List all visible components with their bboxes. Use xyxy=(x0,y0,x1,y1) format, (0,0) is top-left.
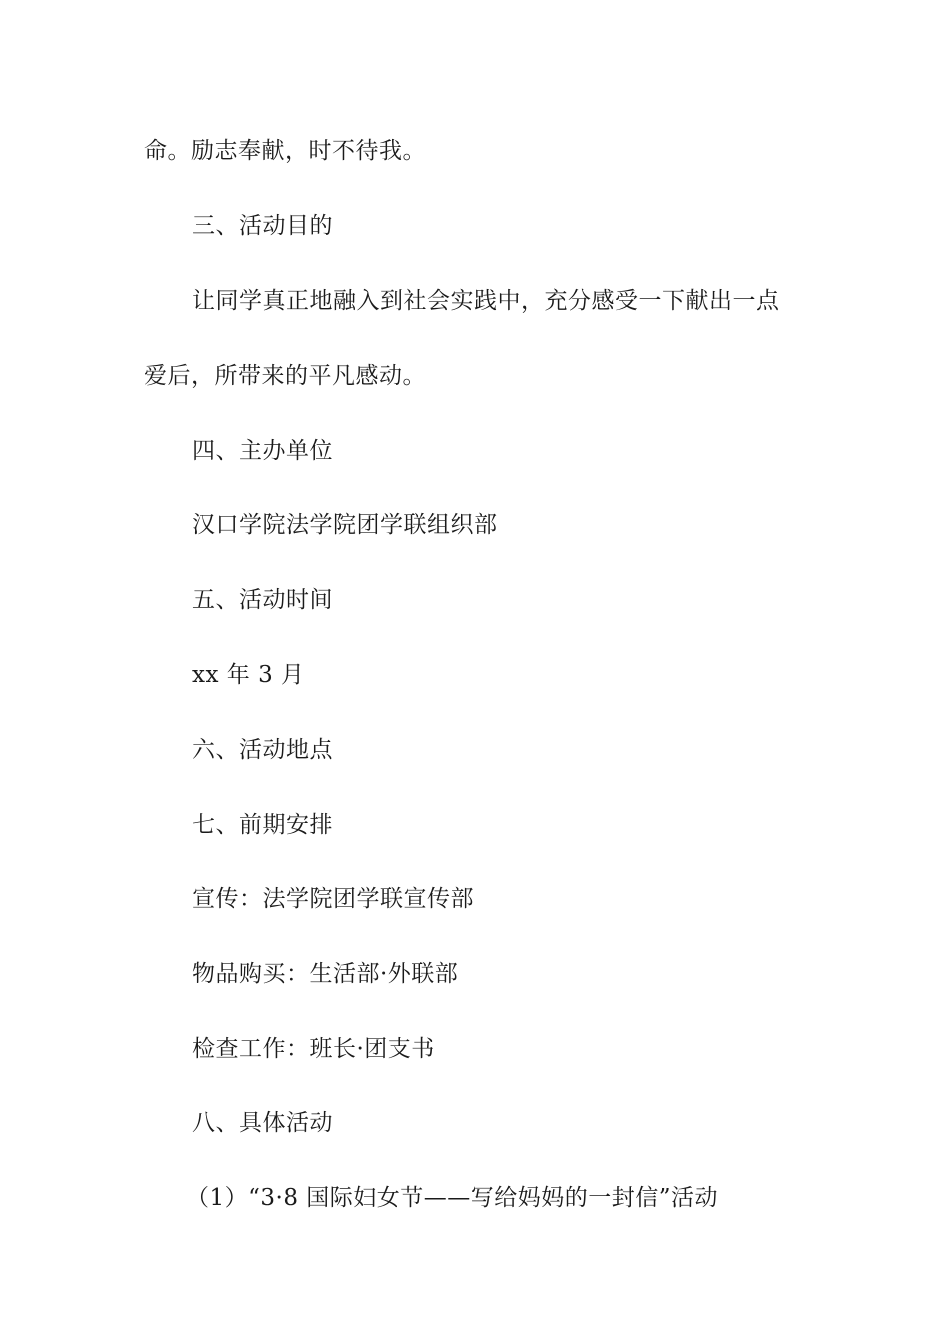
purpose-text-line-1: 让同学真正地融入到社会实践中，充分感受一下献出一点 xyxy=(192,288,780,314)
section-heading-activities: 八、具体活动 xyxy=(192,1110,333,1136)
paragraph-continuation: 命。励志奉献，时不待我。 xyxy=(144,138,426,164)
section-heading-organizer: 四、主办单位 xyxy=(192,438,333,464)
arrangement-publicity: 宣传：法学院团学联宣传部 xyxy=(192,886,474,912)
arrangement-purchase: 物品购买：生活部·外联部 xyxy=(192,961,459,987)
section-heading-arrangement: 七、前期安排 xyxy=(192,812,333,838)
arrangement-inspection: 检查工作：班长·团支书 xyxy=(192,1036,435,1062)
section-heading-time: 五、活动时间 xyxy=(192,587,333,613)
section-heading-location: 六、活动地点 xyxy=(192,737,333,763)
purpose-text-line-2: 爱后，所带来的平凡感动。 xyxy=(144,363,426,389)
section-heading-purpose: 三、活动目的 xyxy=(192,213,333,239)
activity-item-1: （1）“3·8 国际妇女节——写给妈妈的一封信”活动 xyxy=(186,1185,719,1211)
time-text: xx 年 3 月 xyxy=(192,662,305,688)
organizer-text: 汉口学院法学院团学联组织部 xyxy=(192,512,498,538)
